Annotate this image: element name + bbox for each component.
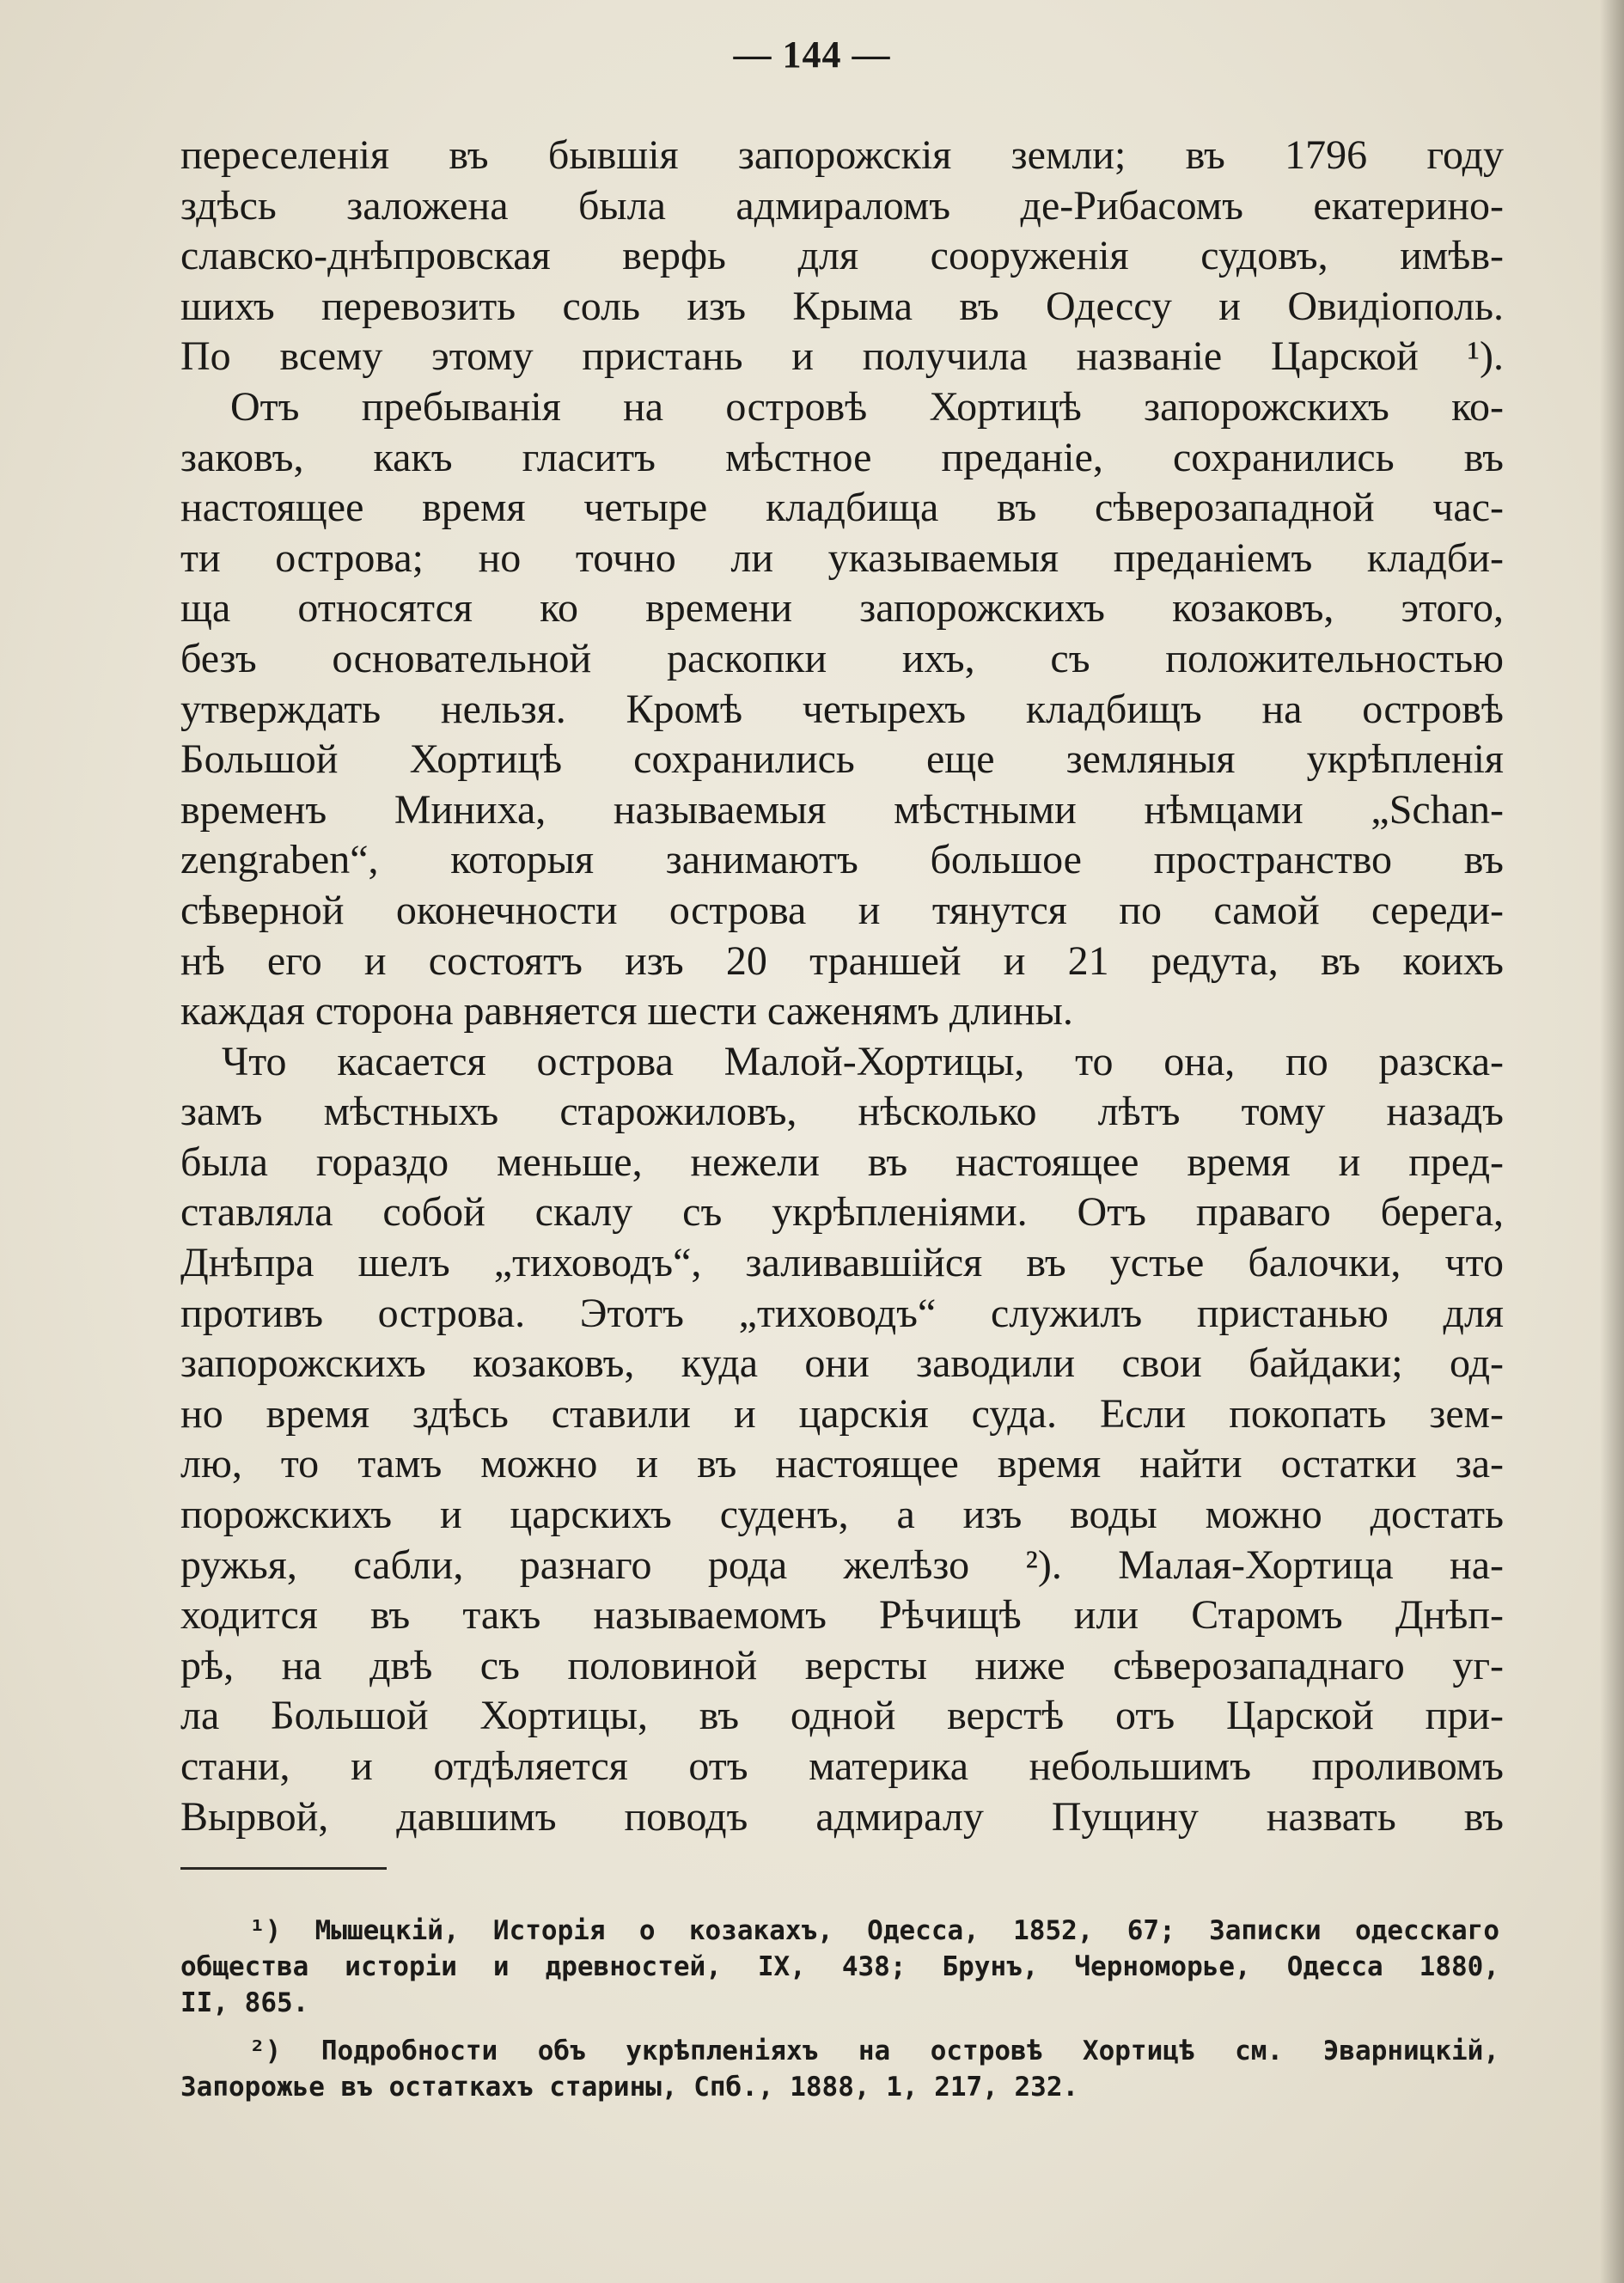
- text-line: ла Большой Хортицы, въ одной верстѣ отъ Царской при-: [180, 1693, 1504, 1739]
- footnote-line: ²) Подробности объ укрѣпленіяхъ на островѣ Хортицѣ см. Эварницкій,: [249, 2036, 1499, 2066]
- text-line: лю, то тамъ можно и въ настоящее время найти остатки за-: [180, 1441, 1504, 1487]
- footnotes: [180, 1913, 1499, 2105]
- text-line: временъ Миниха, называемыя мѣстными нѣмцами „Schan-: [180, 786, 1504, 833]
- page-number: — 144 —: [733, 34, 891, 76]
- footnote-line: II, 865.: [180, 1987, 309, 2018]
- text-line: ружья, сабли, разнаго рода желѣзо ²). Малая-Хортица на-: [180, 1541, 1504, 1588]
- text-line: переселенія въ бывшія запорожскія земли; въ 1796 году: [180, 132, 1504, 178]
- text-line: ти острова; но точно ли указываемыя преданіемъ кладби-: [180, 534, 1504, 581]
- paragraph-start-line: Что касается острова Малой-Хортицы, то она, по разска-: [222, 1038, 1504, 1084]
- text-line: рѣ, на двѣ съ половиной версты ниже сѣверозападнаго уг-: [180, 1642, 1504, 1688]
- text-line: сѣверной оконечности острова и тянутся по самой середи-: [180, 887, 1504, 933]
- text-line: Днѣпра шелъ „тиховодъ“, заливавшійся въ устье балочки, что: [180, 1240, 1504, 1286]
- footnote-line: Запорожье въ остаткахъ старины, Спб., 1888, 1, 217, 232.: [180, 2072, 1079, 2103]
- text-line: стани, и отдѣляется отъ материка небольшимъ проливомъ: [180, 1743, 1504, 1789]
- text-line: zengraben“, которыя занимаютъ большое пространство въ: [180, 837, 1504, 883]
- text-line: славско-днѣпровская верфь для сооруженія судовъ, имѣв-: [180, 233, 1504, 279]
- text-line: была гораздо меньше, нежели въ настоящее время и пред-: [180, 1138, 1504, 1185]
- text-line: утверждать нельзя. Кромѣ четырехъ кладбищъ на островѣ: [180, 686, 1504, 732]
- text-line: ща относятся ко времени запорожскихъ козаковъ, этого,: [180, 585, 1504, 632]
- footnote-line: ¹) Мышецкій, Исторія о козакахъ, Одесса, 1852, 67; Записки одесскаго: [249, 1915, 1499, 1946]
- paragraph-end-line: каждая сторона равняется шести саженямъ длины.: [180, 988, 1073, 1035]
- text-line: Вырвой, давшимъ поводъ адмиралу Пущину назвать въ: [180, 1793, 1504, 1840]
- text-line: ставляла собой скалу съ укрѣпленіями. Отъ праваго берега,: [180, 1189, 1504, 1236]
- text-line: Большой Хортицѣ сохранились еще земляныя укрѣпленія: [180, 736, 1504, 783]
- text-line: По всему этому пристань и получила названіе Царской ¹).: [180, 333, 1504, 380]
- text-line: здѣсь заложена была адмираломъ де-Рибасомъ екатерино-: [180, 182, 1504, 229]
- text-line: но время здѣсь ставили и царскія суда. Если покопать зем-: [180, 1390, 1504, 1437]
- footnote-separator: [180, 1867, 387, 1870]
- text-line: ходится въ такъ называемомъ Рѣчищѣ или Старомъ Днѣп-: [180, 1592, 1504, 1639]
- footnote-2: [180, 2033, 1499, 2105]
- text-line: настоящее время четыре кладбища въ сѣверозападной час-: [180, 485, 1504, 531]
- text-line: безъ основательной раскопки ихъ, съ положительностью: [180, 635, 1504, 681]
- text-line: нѣ его и состоятъ изъ 20 траншей и 21 редута, въ коихъ: [180, 937, 1504, 984]
- footnote-line: общества исторіи и древностей, IX, 438; Брунъ, Черноморье, Одесса 1880,: [180, 1951, 1499, 1982]
- text-line: порожскихъ и царскихъ суденъ, а изъ воды можно достать: [180, 1492, 1504, 1538]
- paragraph-start-line: Отъ пребыванія на островѣ Хортицѣ запорожскихъ ко-: [230, 383, 1504, 430]
- footnote-gap: [180, 2021, 1499, 2033]
- text-line: заковъ, какъ гласитъ мѣстное преданіе, сохранились въ: [180, 434, 1504, 480]
- text-line: противъ острова. Этотъ „тиховодъ“ служилъ пристанью для: [180, 1290, 1504, 1336]
- body-text: [180, 131, 1504, 1842]
- footnote-1: [180, 1913, 1499, 2021]
- text-line: запорожскихъ козаковъ, куда они заводили свои байдаки; од-: [180, 1340, 1504, 1387]
- text-line: шихъ перевозить соль изъ Крыма въ Одессу и Овидіополь.: [180, 283, 1504, 329]
- text-line: замъ мѣстныхъ старожиловъ, нѣсколько лѣтъ тому назадъ: [180, 1089, 1504, 1135]
